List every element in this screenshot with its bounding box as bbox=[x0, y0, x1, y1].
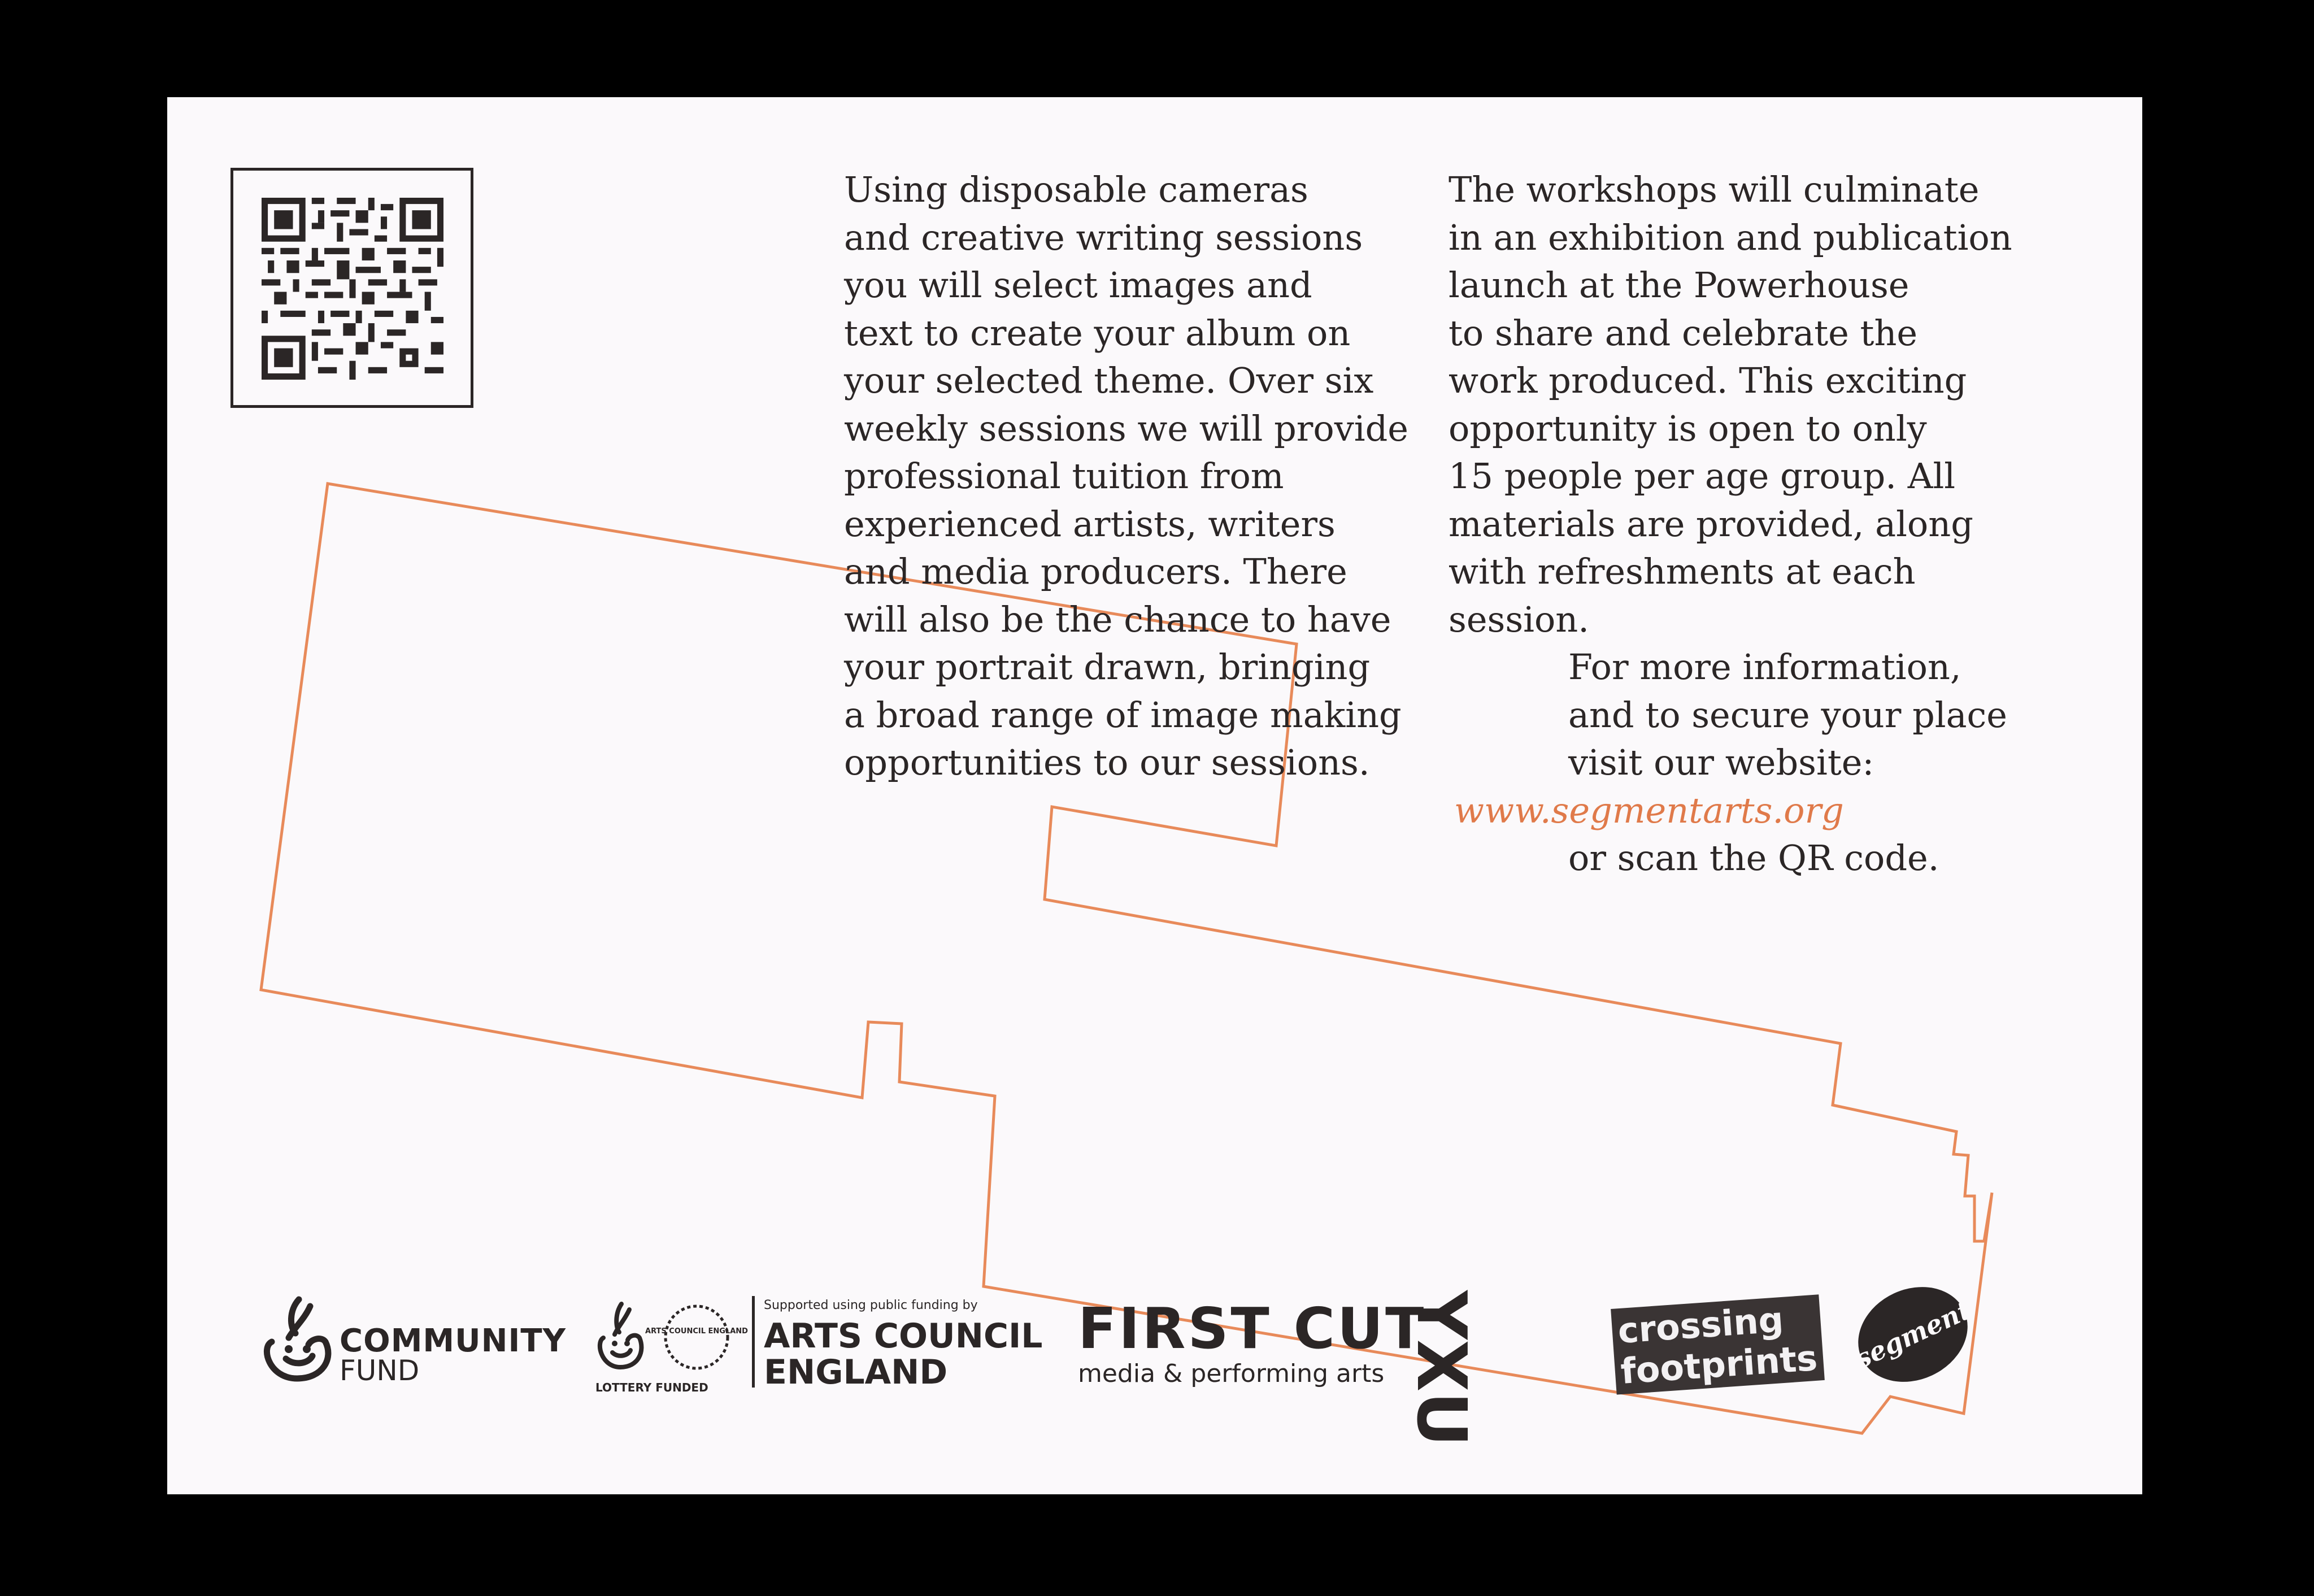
body-line: to share and celebrate the bbox=[1449, 312, 1918, 354]
body-line: The workshops will culminate bbox=[1449, 169, 1980, 210]
website-link[interactable]: www.segmentarts.org bbox=[1454, 789, 1844, 831]
body-line: you will select images and bbox=[844, 264, 1312, 306]
details-text-column bbox=[1449, 166, 2012, 882]
body-line: your portrait drawn, bringing bbox=[844, 646, 1371, 688]
yxu-text: YXU bbox=[1402, 1290, 1480, 1447]
body-line: and media producers. There bbox=[844, 551, 1347, 592]
flyer-card bbox=[167, 97, 2142, 1494]
body-line: session. bbox=[1449, 598, 1589, 640]
body-line: a broad range of image making bbox=[844, 694, 1402, 736]
community-fund-line2: FUND bbox=[340, 1354, 420, 1387]
crossing-footprints-box bbox=[1611, 1294, 1824, 1394]
info-line: For more information, bbox=[1568, 646, 1961, 688]
first-cut-logo bbox=[1078, 1295, 1426, 1388]
body-line: materials are provided, along bbox=[1449, 503, 1973, 545]
body-line: with refreshments at each bbox=[1449, 551, 1916, 592]
crossed-fingers-icon bbox=[592, 1301, 649, 1374]
ace-line1: ARTS COUNCIL bbox=[764, 1316, 1043, 1356]
crossing-footprints-logo bbox=[1613, 1298, 1822, 1392]
arts-council-seal-icon bbox=[645, 1295, 748, 1380]
body-line: opportunity is open to only bbox=[1449, 407, 1927, 449]
logo-divider bbox=[752, 1296, 755, 1388]
qr-instruction: or scan the QR code. bbox=[1568, 837, 1939, 879]
body-line: work produced. This exciting bbox=[1449, 360, 1967, 401]
first-cut-subtitle: media & performing arts bbox=[1078, 1359, 1385, 1388]
community-fund-line1: COMMUNITY bbox=[340, 1323, 567, 1359]
lottery-funded-label: LOTTERY FUNDED bbox=[595, 1381, 708, 1394]
body-line: will also be the chance to have bbox=[844, 598, 1391, 640]
body-line: opportunities to our sessions. bbox=[844, 742, 1370, 783]
segment-text: segment bbox=[1850, 1294, 1976, 1375]
body-line: 15 people per age group. All bbox=[1449, 455, 1956, 497]
info-line: visit our website: bbox=[1568, 742, 1874, 783]
body-line: experienced artists, writers bbox=[844, 503, 1336, 545]
ace-seal-text: ARTS COUNCIL ENGLAND bbox=[645, 1327, 748, 1336]
ace-tagline: Supported using public funding by bbox=[764, 1298, 978, 1312]
arts-council-england-logo bbox=[764, 1298, 1043, 1390]
body-line: and creative writing sessions bbox=[844, 216, 1363, 258]
body-line: in an exhibition and publication bbox=[1449, 216, 2012, 258]
crossing-footprints-line1: crossing bbox=[1616, 1298, 1785, 1352]
crossing-footprints-line2: footprints bbox=[1619, 1337, 1819, 1392]
info-line: and to secure your place bbox=[1568, 694, 2007, 736]
qr-code[interactable] bbox=[230, 168, 473, 408]
ace-line2: ENGLAND bbox=[764, 1353, 948, 1392]
body-line: your selected theme. Over six bbox=[844, 360, 1374, 401]
first-cut-title: FIRST CUT bbox=[1078, 1295, 1426, 1362]
body-line: launch at the Powerhouse bbox=[1449, 264, 1910, 306]
yxu-logo bbox=[1402, 1290, 1503, 1447]
segment-logo bbox=[1850, 1289, 1976, 1380]
body-line: professional tuition from bbox=[844, 455, 1284, 497]
yxu-mark-icon bbox=[1402, 1290, 1503, 1447]
crossed-fingers-icon bbox=[255, 1294, 340, 1384]
body-line: weekly sessions we will provide bbox=[844, 407, 1408, 449]
qr-code-icon bbox=[262, 198, 443, 380]
body-line: text to create your album on bbox=[844, 312, 1351, 354]
intro-text-column bbox=[844, 166, 1408, 787]
body-line: Using disposable cameras bbox=[844, 169, 1308, 210]
